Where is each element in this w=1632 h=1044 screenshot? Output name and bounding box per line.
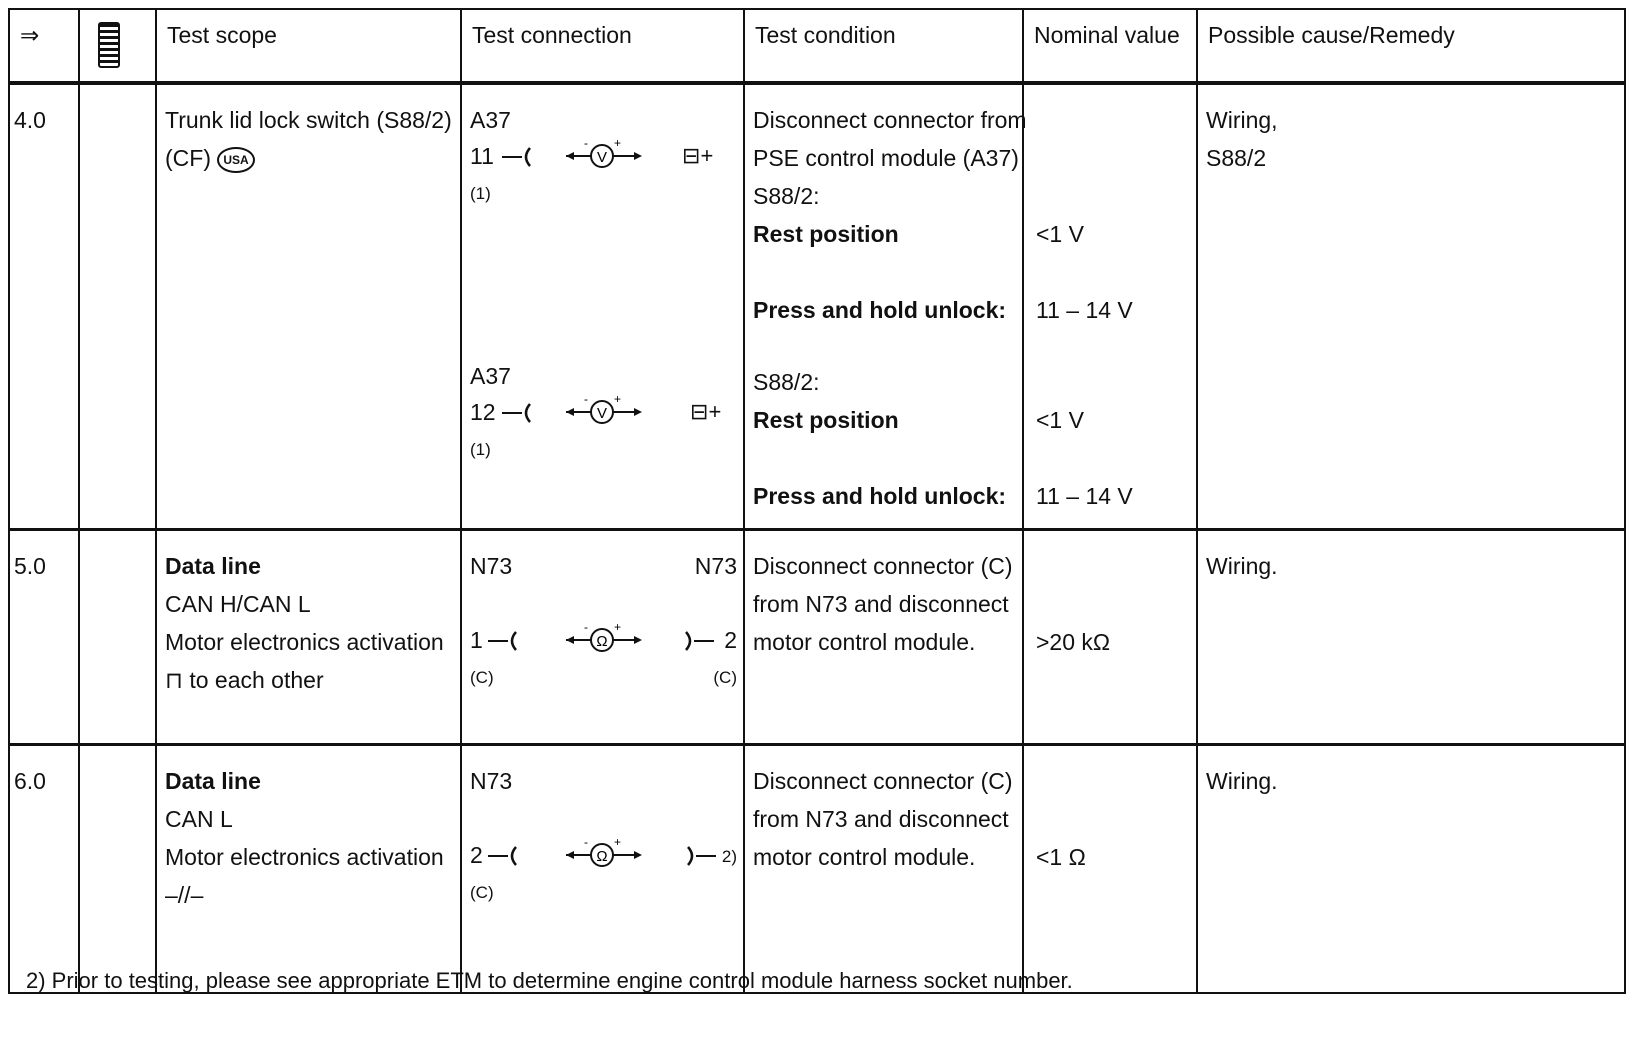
- svg-text:+: +: [614, 835, 622, 849]
- connector-label: N73: [470, 767, 513, 794]
- nominal-value: <1 V: [1036, 221, 1084, 247]
- step-number: 5.0: [14, 552, 46, 579]
- cause-text: Wiring,: [1206, 107, 1278, 133]
- svg-text:Ω: Ω: [596, 632, 608, 650]
- svg-text:-: -: [584, 137, 588, 150]
- test-connection-diagram: [462, 746, 743, 993]
- socket-icon: [486, 844, 520, 868]
- nominal-value: >20 kΩ: [1036, 628, 1111, 655]
- step-number: 6.0: [14, 767, 46, 794]
- condition-text: Disconnect connector (C): [753, 767, 1013, 794]
- condition-text: motor control module.: [753, 843, 976, 870]
- step-number: 4.0: [14, 107, 46, 133]
- header-test-connection: Test connection: [461, 9, 744, 83]
- pin-number: 2: [724, 626, 737, 653]
- condition-text: from N73 and disconnect: [753, 590, 1009, 617]
- scope-text: (CF): [165, 145, 211, 171]
- test-connection-diagram: [462, 85, 743, 528]
- condition-text: S88/2:: [753, 183, 820, 209]
- header-test-condition: Test condition: [744, 9, 1023, 83]
- condition-text: motor control module.: [753, 628, 976, 655]
- condition-text: Press and hold unlock:: [753, 297, 1007, 323]
- header-nominal-value: Nominal value: [1023, 9, 1197, 83]
- battery-icon: ⊟+: [682, 143, 714, 168]
- socket-icon: [500, 401, 534, 425]
- table-row: [9, 83, 1625, 529]
- condition-text: Disconnect connector from: [753, 107, 1027, 133]
- condition-text: PSE control module (A37): [753, 145, 1019, 171]
- pin-note: (C): [470, 667, 494, 687]
- svg-text:-: -: [584, 835, 588, 849]
- condition-text: Rest position: [753, 407, 899, 433]
- connector-label: A37: [470, 363, 511, 389]
- usa-badge: USA: [217, 147, 254, 173]
- svg-text:+: +: [614, 137, 622, 150]
- cause-text: S88/2: [1206, 145, 1267, 171]
- voltmeter-icon: [562, 393, 652, 431]
- svg-text:+: +: [614, 393, 622, 406]
- pin-number: 1: [470, 626, 483, 653]
- ohmmeter-icon: [562, 836, 652, 874]
- footnote: 2) Prior to testing, please see appropriate ETM to determine engine control module harness socket number.: [26, 968, 1073, 993]
- pin-number: 12: [470, 399, 496, 425]
- condition-text: Disconnect connector (C): [753, 552, 1013, 579]
- tester-cell: [79, 529, 156, 744]
- ohmmeter-icon: [562, 621, 652, 659]
- condition-text: Rest position: [753, 221, 899, 247]
- svg-text:V: V: [596, 149, 608, 166]
- pin-number: 2: [470, 841, 483, 868]
- voltmeter-icon: [562, 137, 652, 175]
- test-table: [8, 8, 1626, 994]
- nominal-value: <1 V: [1036, 407, 1084, 433]
- connector-label: N73: [470, 552, 513, 579]
- tester-cell: [79, 744, 156, 993]
- svg-text:V: V: [596, 405, 608, 422]
- scope-text: CAN H/CAN L: [165, 590, 311, 617]
- scope-title: Data line: [165, 552, 261, 579]
- table-row: [9, 744, 1625, 993]
- svg-text:Ω: Ω: [596, 847, 608, 865]
- header-row: [9, 9, 1625, 83]
- test-connection-diagram: [462, 531, 743, 743]
- pin-note: (C): [713, 667, 737, 687]
- header-tester-icon: [79, 9, 156, 83]
- pin-note: (1): [470, 184, 491, 203]
- pin-number: 2): [721, 846, 737, 866]
- table-row: [9, 529, 1625, 744]
- connector-label: N73: [694, 552, 737, 579]
- cause-text: Wiring.: [1206, 552, 1278, 579]
- plug-icon: [682, 629, 716, 653]
- nominal-value: 11 – 14 V: [1036, 297, 1133, 323]
- condition-text: Press and hold unlock:: [753, 483, 1007, 509]
- scope-text: Trunk lid lock switch (S88/2): [165, 107, 452, 133]
- scope-text: –//–: [165, 881, 204, 908]
- svg-text:-: -: [584, 393, 588, 406]
- battery-icon: ⊟+: [690, 399, 722, 424]
- nominal-value: <1 Ω: [1036, 843, 1086, 870]
- scope-text: Motor electronics activation: [165, 843, 444, 870]
- tester-cell: [79, 83, 156, 529]
- condition-text: from N73 and disconnect: [753, 805, 1009, 832]
- cause-text: Wiring.: [1206, 767, 1278, 794]
- tester-icon: [98, 22, 120, 68]
- header-test-scope: Test scope: [156, 9, 461, 83]
- plug-icon: [684, 844, 718, 868]
- pin-number: 11: [470, 143, 494, 169]
- header-possible-cause: Possible cause/Remedy: [1197, 9, 1625, 83]
- socket-icon: [500, 145, 534, 169]
- connector-label: A37: [470, 107, 511, 133]
- pin-note: (1): [470, 440, 491, 459]
- nominal-value: 11 – 14 V: [1036, 483, 1133, 509]
- header-arrow: ⇒: [9, 9, 79, 83]
- scope-text: Motor electronics activation: [165, 628, 444, 655]
- pin-note: (C): [470, 882, 494, 902]
- condition-text: S88/2:: [753, 369, 820, 395]
- svg-text:+: +: [614, 620, 622, 634]
- socket-icon: [486, 629, 520, 653]
- svg-text:-: -: [584, 620, 588, 634]
- scope-text: CAN L: [165, 805, 233, 832]
- scope-title: Data line: [165, 767, 261, 794]
- scope-text: ⊓ to each other: [165, 666, 324, 693]
